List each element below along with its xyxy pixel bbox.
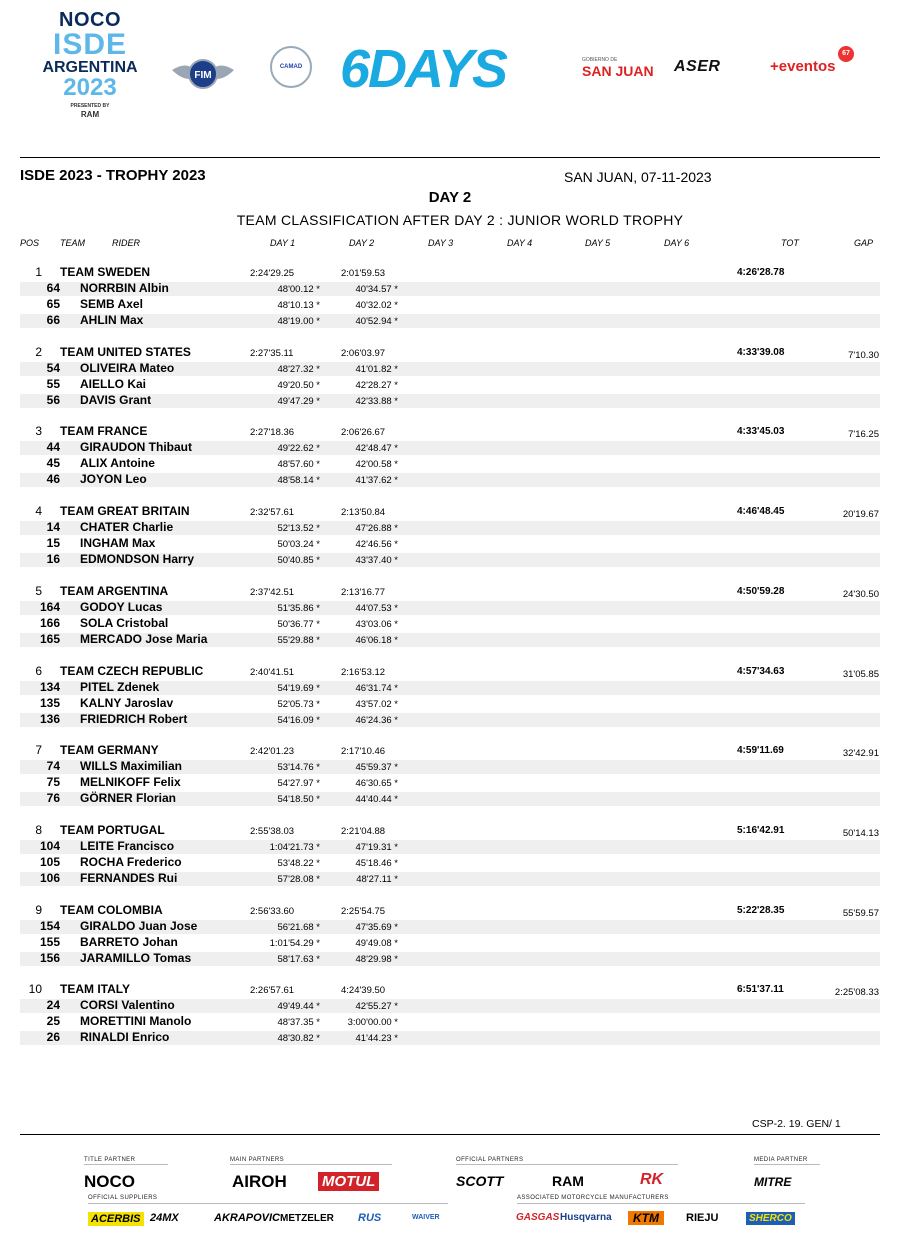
rider-day2-time: 46'24.36 * xyxy=(355,714,398,726)
team-position: 4 xyxy=(35,504,42,519)
rider-number: 64 xyxy=(46,281,60,295)
rider-number: 14 xyxy=(46,520,60,535)
rider-day2-time: 49'49.08 * xyxy=(355,937,398,949)
team-day2-time: 2:06'26.67 xyxy=(341,427,386,439)
col-team: TEAM xyxy=(60,238,86,248)
rider-day2-time: 40'34.57 * xyxy=(355,284,398,295)
rider-number: 25 xyxy=(46,1014,60,1029)
team-name: TEAM PORTUGAL xyxy=(60,822,165,837)
noco-sponsor-logo: NOCO xyxy=(84,1172,135,1191)
team-position: 9 xyxy=(35,902,42,917)
sanjuan-logo xyxy=(582,57,654,79)
rider-name: MERCADO Jose Maria xyxy=(80,631,208,646)
team-total-time: 4:33'45.03 xyxy=(737,426,785,438)
col-day2: DAY 2 xyxy=(349,238,375,248)
main-partners-rule xyxy=(230,1164,392,1165)
rider-name: GODOY Lucas xyxy=(80,599,163,614)
team-gap: 7'16.25 xyxy=(848,429,879,441)
team-name: TEAM GERMANY xyxy=(60,743,159,758)
team-day2-time: 2:25'54.75 xyxy=(341,905,386,917)
rider-name: FERNANDES Rui xyxy=(80,870,178,885)
rider-name: NORRBIN Albin xyxy=(80,281,169,295)
rider-day2-time: 45'59.37 * xyxy=(355,762,398,774)
rider-name: MELNIKOFF Felix xyxy=(80,775,181,790)
rider-day1-time: 55'29.88 * xyxy=(277,634,320,646)
logo-isde-text: ISDE xyxy=(52,28,128,61)
official-suppliers-label: OFFICIAL SUPPLIERS xyxy=(88,1195,158,1201)
team-day1-time: 2:27'35.11 xyxy=(250,347,294,359)
rider-day2-time: 43'03.06 * xyxy=(355,618,398,630)
rider-number: 76 xyxy=(46,791,60,806)
rider-name: AHLIN Max xyxy=(80,313,144,327)
rider-name: OLIVEIRA Mateo xyxy=(80,360,175,375)
official-partners-label: OFFICIAL PARTNERS xyxy=(456,1157,524,1163)
rider-day1-time: 58'17.63 * xyxy=(277,953,320,965)
rider-day1-time: 50'40.85 * xyxy=(277,555,320,567)
rider-day1-time: 54'16.09 * xyxy=(277,714,320,726)
team-day2-time: 2:01'59.53 xyxy=(341,268,386,279)
team-name: TEAM CZECH REPUBLIC xyxy=(60,663,204,678)
camad-text: CAMAD xyxy=(279,64,303,70)
rider-day1-time: 1:01'54.29 * xyxy=(269,937,320,949)
rider-number: 65 xyxy=(46,297,60,311)
logo-presented-text: PRESENTED BY xyxy=(70,103,110,109)
team-day1-time: 2:42'01.23 xyxy=(250,746,295,758)
akrapovic-logo: AKRAPOVIC xyxy=(214,1212,281,1224)
team-day1-time: 2:56'33.60 xyxy=(250,905,295,917)
team-total-time: 4:50'59.28 xyxy=(737,585,785,597)
header-rule xyxy=(20,157,880,158)
rider-name: ALIX Antoine xyxy=(80,456,155,471)
col-day6: DAY 6 xyxy=(664,238,690,248)
rider-day1-time: 49'47.29 * xyxy=(277,395,320,407)
rider-number: 54 xyxy=(46,360,60,375)
col-rider: RIDER xyxy=(112,238,141,248)
team-total-time: 5:22'28.35 xyxy=(737,904,785,916)
team-gap: 55'59.57 xyxy=(842,907,879,919)
rider-day1-time: 49'49.44 * xyxy=(277,1001,320,1013)
sixdays-logo: 6DAYS xyxy=(340,39,507,99)
rider-day1-time: 50'36.77 * xyxy=(277,618,320,630)
team-gap: 50'14.13 xyxy=(842,827,879,839)
team-gap: 20'19.67 xyxy=(842,509,879,521)
team-position: 2 xyxy=(35,344,42,359)
rider-number: 24 xyxy=(46,998,60,1013)
rider-day2-time: 41'01.82 * xyxy=(355,363,398,375)
rider-day2-time: 43'57.02 * xyxy=(355,698,398,710)
team-gap: 2:25'08.33 xyxy=(834,987,879,999)
team-position: 7 xyxy=(35,743,42,758)
day-title: DAY 2 xyxy=(428,189,472,206)
rider-name: BARRETO Johan xyxy=(80,934,178,949)
team-position: 10 xyxy=(28,982,42,997)
rider-name: MORETTINI Manolo xyxy=(80,1014,192,1029)
col-day1: DAY 1 xyxy=(270,238,296,248)
team-total-time: 4:57'34.63 xyxy=(737,665,785,677)
official-partners-rule xyxy=(456,1164,678,1165)
team-day1-time: 2:26'57.61 xyxy=(250,985,295,997)
team-position: 1 xyxy=(35,265,42,279)
rider-day2-time: 40'32.02 * xyxy=(355,300,398,311)
logo-year-text: 2023 xyxy=(63,74,117,101)
team-day1-time: 2:55'38.03 xyxy=(250,825,295,837)
rieju-logo: RIEJU xyxy=(686,1212,719,1224)
rider-number: 15 xyxy=(46,536,60,551)
rider-name: JARAMILLO Tomas xyxy=(80,950,192,965)
rider-name: JOYON Leo xyxy=(80,472,147,487)
aser-logo: ASER xyxy=(674,58,721,75)
rider-number: 66 xyxy=(46,313,60,327)
rider-name: GIRALDO Juan Jose xyxy=(80,918,198,933)
camad-logo xyxy=(270,46,312,88)
rider-day2-time: 42'00.58 * xyxy=(355,459,398,471)
rider-number: 165 xyxy=(39,631,60,646)
team-name: TEAM FRANCE xyxy=(60,424,148,439)
rider-name: RINALDI Enrico xyxy=(80,1030,170,1045)
team-position: 3 xyxy=(35,424,42,439)
rider-day2-time: 41'44.23 * xyxy=(355,1033,398,1045)
rider-name: AIELLO Kai xyxy=(80,376,147,391)
team-gap: 32'42.91 xyxy=(842,748,879,760)
classification-subtitle: TEAM CLASSIFICATION AFTER DAY 2 : JUNIOR WORLD TROPHY xyxy=(236,212,684,228)
rider-day1-time: 48'00.12 * xyxy=(277,284,320,295)
team-position: 5 xyxy=(35,583,42,598)
team-total-time: 4:33'39.08 xyxy=(737,346,785,358)
rider-number: 105 xyxy=(39,854,60,869)
fim-logo xyxy=(170,52,236,96)
team-day2-time: 2:13'50.84 xyxy=(341,507,386,519)
rider-day2-time: 44'07.53 * xyxy=(355,602,398,614)
team-total-time: 5:16'42.91 xyxy=(737,824,785,836)
rider-name: PITEL Zdenek xyxy=(80,679,160,694)
rider-day1-time: 54'18.50 * xyxy=(277,794,320,806)
team-name: TEAM COLOMBIA xyxy=(60,902,163,917)
team-position: 8 xyxy=(35,822,42,837)
rider-day1-time: 50'03.24 * xyxy=(277,539,320,551)
col-day4: DAY 4 xyxy=(507,238,533,248)
rider-day1-time: 57'28.08 * xyxy=(277,873,320,885)
rider-name: EDMONDSON Harry xyxy=(80,552,195,567)
rider-day1-time: 52'13.52 * xyxy=(277,523,320,535)
rider-day1-time: 49'22.62 * xyxy=(277,443,320,455)
husqvarna-logo: Husqvarna xyxy=(560,1212,612,1223)
rider-day1-time: 56'21.68 * xyxy=(277,921,320,933)
rk-logo: RK xyxy=(640,1171,664,1188)
team-name: TEAM UNITED STATES xyxy=(60,344,191,359)
rider-day2-time: 42'48.47 * xyxy=(355,443,398,455)
rider-day1-time: 53'14.76 * xyxy=(277,762,320,774)
team-name: TEAM GREAT BRITAIN xyxy=(60,504,190,519)
rider-number: 136 xyxy=(39,711,60,726)
team-position: 6 xyxy=(35,663,42,678)
team-day2-time: 2:16'53.12 xyxy=(341,666,386,678)
rider-day1-time: 53'48.22 * xyxy=(277,857,320,869)
team-total-time: 4:59'11.69 xyxy=(737,745,784,757)
rider-day1-time: 48'27.32 * xyxy=(277,363,320,375)
main-partners-label: MAIN PARTNERS xyxy=(230,1157,284,1163)
scott-logo: SCOTT xyxy=(456,1173,504,1189)
doc-title: ISDE 2023 - TROPHY 2023 xyxy=(20,167,206,184)
airoh-logo: AIROH xyxy=(232,1172,287,1191)
rider-number: 46 xyxy=(46,472,60,487)
rider-number: 16 xyxy=(46,552,60,567)
rider-day2-time: 40'52.94 * xyxy=(355,316,398,327)
rider-number: 156 xyxy=(39,950,60,965)
rider-day1-time: 49'20.50 * xyxy=(277,379,320,391)
rider-day2-time: 46'30.65 * xyxy=(355,778,398,790)
rider-day2-time: 3:00'00.00 * xyxy=(347,1017,398,1029)
rider-name: LEITE Francisco xyxy=(80,838,175,853)
rider-day2-time: 48'27.11 * xyxy=(356,873,398,885)
manufacturers-label: ASSOCIATED MOTORCYCLE MANUFACTURERS xyxy=(517,1195,669,1201)
rider-day1-time: 54'19.69 * xyxy=(277,682,320,694)
rider-day1-time: 48'57.60 * xyxy=(277,459,320,471)
metzeler-logo: METZELER xyxy=(280,1213,334,1224)
rider-name: ROCHA Frederico xyxy=(80,854,182,869)
logo-noco-text: NOCO xyxy=(59,9,121,31)
24mx-logo: 24MX xyxy=(150,1212,179,1224)
rider-day1-time: 54'27.97 * xyxy=(277,778,320,790)
rider-name: SOLA Cristobal xyxy=(80,615,169,630)
rider-day2-time: 42'28.27 * xyxy=(355,379,398,391)
rider-name: GIRAUDON Thibaut xyxy=(80,440,192,455)
document-code: CSP-2. 19. GEN/ 1 xyxy=(752,1118,841,1130)
rider-day2-time: 46'31.74 * xyxy=(355,682,398,694)
col-pos: POS xyxy=(20,238,40,248)
rider-day2-time: 43'37.40 * xyxy=(355,555,398,567)
isde-logo xyxy=(40,10,140,119)
rider-day2-time: 47'26.88 * xyxy=(355,523,398,535)
team-name: TEAM ARGENTINA xyxy=(60,583,169,598)
team-gap: 24'30.50 xyxy=(842,588,879,600)
rider-day2-time: 42'46.56 * xyxy=(355,539,398,551)
rider-number: 166 xyxy=(39,615,60,630)
rider-day2-time: 48'29.98 * xyxy=(355,953,398,965)
team-gap: 31'05.85 xyxy=(842,668,879,680)
team-day2-time: 2:06'03.97 xyxy=(341,347,386,359)
rider-day1-time: 48'58.14 * xyxy=(277,475,320,487)
team-day2-time: 2:17'10.46 xyxy=(341,746,386,758)
team-total-time: 6:51'37.11 xyxy=(737,984,784,996)
team-day1-time: 2:37'42.51 xyxy=(250,586,295,598)
rider-day2-time: 44'40.44 * xyxy=(355,794,398,806)
acerbis-logo: ACERBIS xyxy=(88,1212,144,1226)
rider-day1-time: 52'05.73 * xyxy=(277,698,320,710)
title-partner-rule xyxy=(84,1164,168,1165)
rider-number: 55 xyxy=(46,376,60,391)
motul-logo: MOTUL xyxy=(318,1172,379,1191)
rus-logo: RUS xyxy=(358,1212,382,1224)
doc-location-date: SAN JUAN, 07-11-2023 xyxy=(564,169,712,185)
rider-day1-time: 51'35.86 * xyxy=(277,602,320,614)
rider-day2-time: 45'18.46 * xyxy=(355,857,398,869)
col-day5: DAY 5 xyxy=(585,238,611,248)
rider-day1-time: 48'10.13 * xyxy=(277,300,320,311)
rider-name: GÖRNER Florian xyxy=(80,791,177,806)
rider-number: 154 xyxy=(39,918,60,933)
team-day1-time: 2:32'57.61 xyxy=(250,507,295,519)
team-total-time: 4:46'48.45 xyxy=(737,506,785,518)
rider-name: WILLS Maximilian xyxy=(80,759,183,774)
fim-logo-text: FIM xyxy=(194,70,212,81)
team-name: TEAM ITALY xyxy=(60,982,131,997)
rider-day2-time: 47'19.31 * xyxy=(355,841,398,853)
rider-number: 26 xyxy=(46,1030,60,1045)
rider-name: KALNY Jaroslav xyxy=(80,695,174,710)
rider-day2-time: 46'06.18 * xyxy=(355,634,398,646)
rider-day2-time: 42'55.27 * xyxy=(355,1001,398,1013)
rider-number: 135 xyxy=(39,695,60,710)
rider-number: 106 xyxy=(39,870,60,885)
rider-day2-time: 41'37.62 * xyxy=(355,475,398,487)
rider-name: DAVIS Grant xyxy=(80,392,152,407)
eventos-badge: 67 xyxy=(838,46,854,62)
team-gap: 7'10.30 xyxy=(848,349,879,361)
rider-day1-time: 48'37.35 * xyxy=(277,1017,320,1029)
rider-name: CORSI Valentino xyxy=(80,998,175,1013)
ram-logo: RAM xyxy=(552,1173,584,1189)
footer-rule xyxy=(20,1134,880,1135)
team-name: TEAM SWEDEN xyxy=(60,265,150,279)
rider-number: 134 xyxy=(39,679,60,694)
rider-number: 75 xyxy=(46,775,60,790)
eventos-logo: +eventos xyxy=(770,58,836,75)
rider-number: 74 xyxy=(46,759,60,774)
sherco-logo: SHERCO xyxy=(746,1212,795,1225)
mitre-logo: MITRE xyxy=(754,1175,792,1189)
title-partner-label: TITLE PARTNER xyxy=(84,1157,136,1163)
logo-ram-text: RAM xyxy=(80,110,100,119)
rider-number: 44 xyxy=(46,440,60,455)
col-day3: DAY 3 xyxy=(428,238,454,248)
team-day2-time: 2:21'04.88 xyxy=(341,825,386,837)
logo-argentina-text: ARGENTINA xyxy=(42,59,138,76)
col-tot: TOT xyxy=(781,238,799,248)
rider-day1-time: 48'30.82 * xyxy=(277,1033,320,1045)
rider-day2-time: 47'35.69 * xyxy=(355,921,398,933)
waiver-logo: WAIVER xyxy=(412,1214,440,1221)
official-suppliers-rule xyxy=(88,1203,448,1204)
team-day2-time: 4:24'39.50 xyxy=(341,985,386,997)
team-day1-time: 2:24'29.25 xyxy=(250,268,295,279)
rider-number: 56 xyxy=(46,392,60,407)
rider-name: SEMB Axel xyxy=(80,297,143,311)
rider-name: FRIEDRICH Robert xyxy=(80,711,188,726)
rider-day1-time: 48'19.00 * xyxy=(277,316,320,327)
rider-number: 45 xyxy=(46,456,60,471)
media-partner-rule xyxy=(754,1164,820,1165)
media-partner-label: MEDIA PARTNER xyxy=(754,1157,808,1163)
ktm-logo: KTM xyxy=(628,1211,664,1225)
team-day1-time: 2:27'18.36 xyxy=(250,427,295,439)
team-day2-time: 2:13'16.77 xyxy=(341,586,386,598)
rider-day2-time: 42'33.88 * xyxy=(355,395,398,407)
rider-day1-time: 1:04'21.73 * xyxy=(269,841,320,853)
team-day1-time: 2:40'41.51 xyxy=(250,666,295,678)
sanjuan-text: SAN JUAN xyxy=(582,63,654,79)
rider-number: 104 xyxy=(39,838,60,853)
rider-name: INGHAM Max xyxy=(80,536,156,551)
rider-name: CHATER Charlie xyxy=(80,520,174,535)
col-gap: GAP xyxy=(854,238,874,248)
rider-number: 155 xyxy=(39,934,60,949)
manufacturers-rule xyxy=(517,1203,805,1204)
team-total-time: 4:26'28.78 xyxy=(737,267,785,278)
sanjuan-small-text: GOBIERNO DE xyxy=(582,57,618,63)
gasgas-logo: GASGAS xyxy=(516,1212,560,1223)
rider-number: 164 xyxy=(39,599,60,614)
